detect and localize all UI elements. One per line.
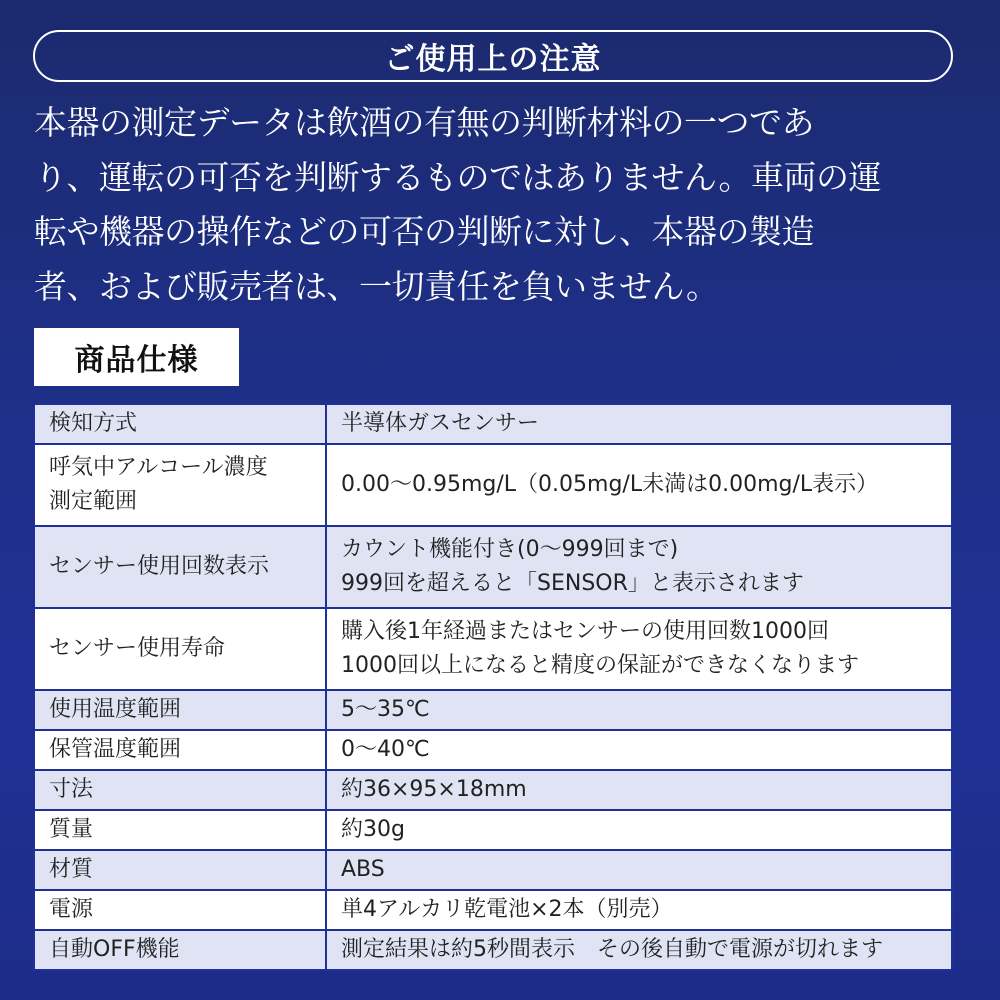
spec-heading: 商品仕様: [74, 343, 199, 378]
caution-line: 者、および販売者は、一切責任を負いません。: [34, 266, 719, 306]
table-row: [34, 404, 952, 444]
spec-label: 使用温度範囲: [34, 690, 326, 730]
caution-banner: [33, 30, 953, 82]
spec-label: 材質: [34, 850, 326, 890]
table-row: [34, 850, 952, 890]
spec-label: 呼気中アルコール濃度 測定範囲: [34, 444, 326, 526]
spec-table: [33, 403, 953, 971]
spec-label: 検知方式: [34, 404, 326, 444]
spec-value: 半導体ガスセンサー: [326, 404, 952, 444]
table-row: [34, 526, 952, 608]
spec-value: 約30g: [326, 810, 952, 850]
spec-value: 単4アルカリ乾電池×2本（別売）: [326, 890, 952, 930]
table-row: [34, 730, 952, 770]
spec-label: 自動OFF機能: [34, 930, 326, 970]
spec-value: ABS: [326, 850, 952, 890]
table-row: [34, 810, 952, 850]
table-row: [34, 608, 952, 690]
table-row: [34, 770, 952, 810]
spec-value: 0〜40℃: [326, 730, 952, 770]
spec-label: 電源: [34, 890, 326, 930]
spec-label: 質量: [34, 810, 326, 850]
table-row: [34, 690, 952, 730]
spec-heading-box: [34, 328, 239, 386]
spec-value: 購入後1年経過またはセンサーの使用回数1000回 1000回以上になると精度の保証ができなくなります: [326, 608, 952, 690]
spec-value: 5〜35℃: [326, 690, 952, 730]
caution-line: り、運転の可否を判断するものではありません。車両の運: [34, 157, 881, 197]
table-row: [34, 890, 952, 930]
caution-text: [34, 96, 974, 314]
spec-value: 0.00〜0.95mg/L（0.05mg/L未満は0.00mg/L表示）: [326, 444, 952, 526]
caution-title: ご使用上の注意: [384, 42, 602, 77]
spec-label: 保管温度範囲: [34, 730, 326, 770]
spec-value: 約36×95×18mm: [326, 770, 952, 810]
spec-label: センサー使用回数表示: [34, 526, 326, 608]
caution-line: 本器の測定データは飲酒の有無の判断材料の一つであ: [34, 103, 814, 142]
table-row: [34, 444, 952, 526]
table-row: [34, 930, 952, 970]
spec-value: カウント機能付き(0〜999回まで) 999回を超えると「SENSOR」と表示されます: [326, 526, 952, 608]
caution-line: 転や機器の操作などの可否の判断に対し、本器の製造: [34, 212, 814, 251]
spec-value: 測定結果は約5秒間表示 その後自動で電源が切れます: [326, 930, 952, 970]
spec-label: 寸法: [34, 770, 326, 810]
spec-label: センサー使用寿命: [34, 608, 326, 690]
